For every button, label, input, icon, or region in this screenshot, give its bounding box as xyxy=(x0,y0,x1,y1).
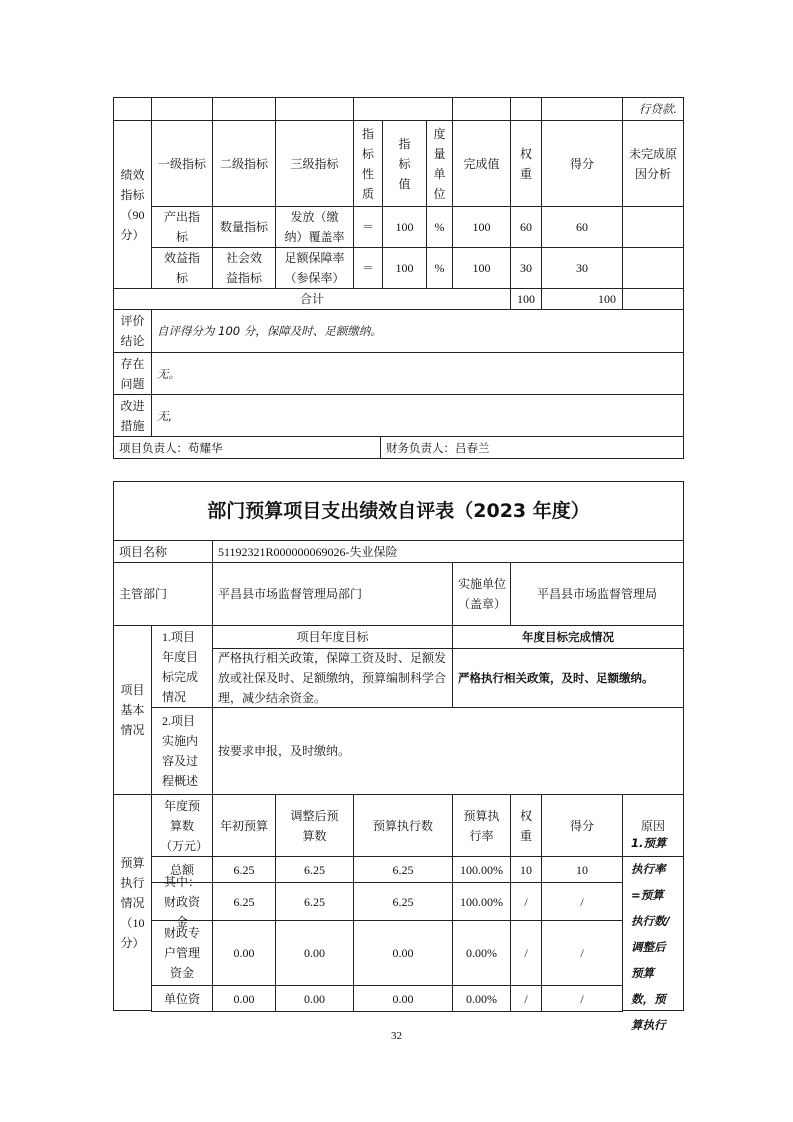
cell xyxy=(622,247,684,289)
cell xyxy=(510,97,542,121)
budget-cell: 0.00 xyxy=(275,985,354,1012)
budget-cell: 10 xyxy=(541,856,623,883)
cell: 100 xyxy=(382,247,427,289)
form-title: 部门预算项目支出绩效自评表（2023 年度） xyxy=(113,481,684,541)
budget-label: 预算执行情况（10分） xyxy=(113,794,152,1011)
cell: 数量指标 xyxy=(212,206,276,248)
reason-text: 1.预算执行率=预算执行数/调整后预算数，预算执行 xyxy=(622,856,684,1011)
header-cell: 一级指标 xyxy=(151,120,213,207)
done-text: 严格执行相关政策，及时、足额缴纳。 xyxy=(452,648,684,708)
budget-cell: 6.25 xyxy=(275,856,354,883)
header-cell: 度量单位 xyxy=(426,120,453,207)
cell: 效益指标 xyxy=(151,247,213,289)
cell: 发放（缴纳）覆盖率 xyxy=(275,206,354,248)
evaluation-label: 评价结论 xyxy=(113,309,152,353)
budget-header: 年初预算 xyxy=(212,794,276,857)
header-cell: 指标值 xyxy=(382,120,427,207)
cell: ＝ xyxy=(353,247,383,289)
project-name: 51192321R000000069026-失业保险 xyxy=(212,540,684,563)
total-score: 100 xyxy=(541,288,623,310)
cell: 60 xyxy=(510,206,542,248)
cell: % xyxy=(426,247,453,289)
dept-label: 主管部门 xyxy=(113,562,213,626)
budget-header: 原因 xyxy=(622,794,684,857)
cell xyxy=(452,97,511,121)
budget-row-label: 财政专户管理资金 xyxy=(151,920,213,986)
budget-cell: 0.00 xyxy=(212,985,276,1012)
goal-label: 1.项目年度目标完成情况 xyxy=(151,625,213,708)
header-cell: 完成值 xyxy=(452,120,511,207)
cell: 30 xyxy=(510,247,542,289)
cell: 社会效益指标 xyxy=(212,247,276,289)
project-lead: 项目负责人：苟耀华 xyxy=(113,436,381,459)
budget-header: 预算执行率 xyxy=(452,794,511,857)
budget-cell: / xyxy=(510,920,542,986)
impl-label: 实施单位（盖章） xyxy=(452,562,511,626)
budget-cell: / xyxy=(541,920,623,986)
done-header: 年度目标完成情况 xyxy=(452,625,684,649)
cell: 100 xyxy=(382,206,427,248)
cell xyxy=(622,206,684,248)
budget-cell: 6.25 xyxy=(212,856,276,883)
measures-text: 无, xyxy=(151,394,684,437)
header-cell: 指标性质 xyxy=(353,120,383,207)
budget-cell: / xyxy=(541,985,623,1012)
budget-cell: 6.25 xyxy=(353,856,453,883)
project-name-label: 项目名称 xyxy=(113,540,213,563)
budget-cell: 0.00 xyxy=(353,920,453,986)
finance-lead: 财务负责人：吕春兰 xyxy=(380,436,684,459)
budget-cell: / xyxy=(510,882,542,921)
cell xyxy=(212,97,276,121)
budget-cell: 100.00% xyxy=(452,882,511,921)
impl-content: 按要求申报，及时缴纳。 xyxy=(212,707,684,795)
cell: ＝ xyxy=(353,206,383,248)
goal-text: 严格执行相关政策，保障工资及时、足额发放或社保及时、足额缴纳，预算编制科学合理，减少结余资金。 xyxy=(212,648,453,708)
budget-cell: / xyxy=(510,985,542,1012)
note-cell: 行贷款. xyxy=(622,97,684,121)
cell xyxy=(275,97,354,121)
header-cell: 未完成原因分析 xyxy=(622,120,684,207)
basic-label: 项目基本情况 xyxy=(113,625,152,795)
budget-cell: 0.00 xyxy=(353,985,453,1012)
budget-cell: 10 xyxy=(510,856,542,883)
cell: 100 xyxy=(452,206,511,248)
budget-row-label: 单位资 xyxy=(151,985,213,1012)
cell: 30 xyxy=(541,247,623,289)
impl-content-label: 2.项目实施内容及过程概述 xyxy=(151,707,213,795)
budget-header: 得分 xyxy=(541,794,623,857)
page-number: 32 xyxy=(391,1030,402,1042)
budget-row-label: 总额 xyxy=(151,856,213,883)
cell: 足额保障率（参保率） xyxy=(275,247,354,289)
evaluation-text: 自评得分为 100 分，保障及时、足额缴纳。 xyxy=(151,309,684,353)
dept-value: 平昌县市场监督管理局部门 xyxy=(212,562,453,626)
header-cell: 三级指标 xyxy=(275,120,354,207)
problems-text: 无。 xyxy=(151,352,684,395)
impl-value: 平昌县市场监督管理局 xyxy=(510,562,684,626)
goal-header: 项目年度目标 xyxy=(212,625,453,649)
cell xyxy=(622,288,684,310)
total-weight: 100 xyxy=(510,288,542,310)
section-label: 绩效指标（90分） xyxy=(113,120,152,289)
budget-cell: 100.00% xyxy=(452,856,511,883)
budget-cell: 6.25 xyxy=(275,882,354,921)
cell: % xyxy=(426,206,453,248)
cell: 100 xyxy=(452,247,511,289)
budget-cell: / xyxy=(541,882,623,921)
header-cell: 二级指标 xyxy=(212,120,276,207)
budget-header: 预算执行数 xyxy=(353,794,453,857)
budget-cell: 6.25 xyxy=(212,882,276,921)
budget-cell: 0.00% xyxy=(452,920,511,986)
measures-label: 改进措施 xyxy=(113,394,152,437)
cell: 产出指标 xyxy=(151,206,213,248)
cell xyxy=(151,97,213,121)
budget-row-label: 其中：财政资金 xyxy=(151,882,213,921)
budget-cell: 0.00 xyxy=(212,920,276,986)
budget-header: 权重 xyxy=(510,794,542,857)
header-cell: 权重 xyxy=(510,120,542,207)
budget-header: 年度预算数（万元） xyxy=(151,794,213,857)
cell: 60 xyxy=(541,206,623,248)
cell xyxy=(113,97,152,121)
budget-cell: 0.00 xyxy=(275,920,354,986)
budget-header: 调整后预算数 xyxy=(275,794,354,857)
problems-label: 存在问题 xyxy=(113,352,152,395)
cell xyxy=(353,97,453,121)
cell xyxy=(541,97,623,121)
budget-cell: 0.00% xyxy=(452,985,511,1012)
total-label: 合计 xyxy=(113,288,511,310)
budget-cell: 6.25 xyxy=(353,882,453,921)
header-cell: 得分 xyxy=(541,120,623,207)
